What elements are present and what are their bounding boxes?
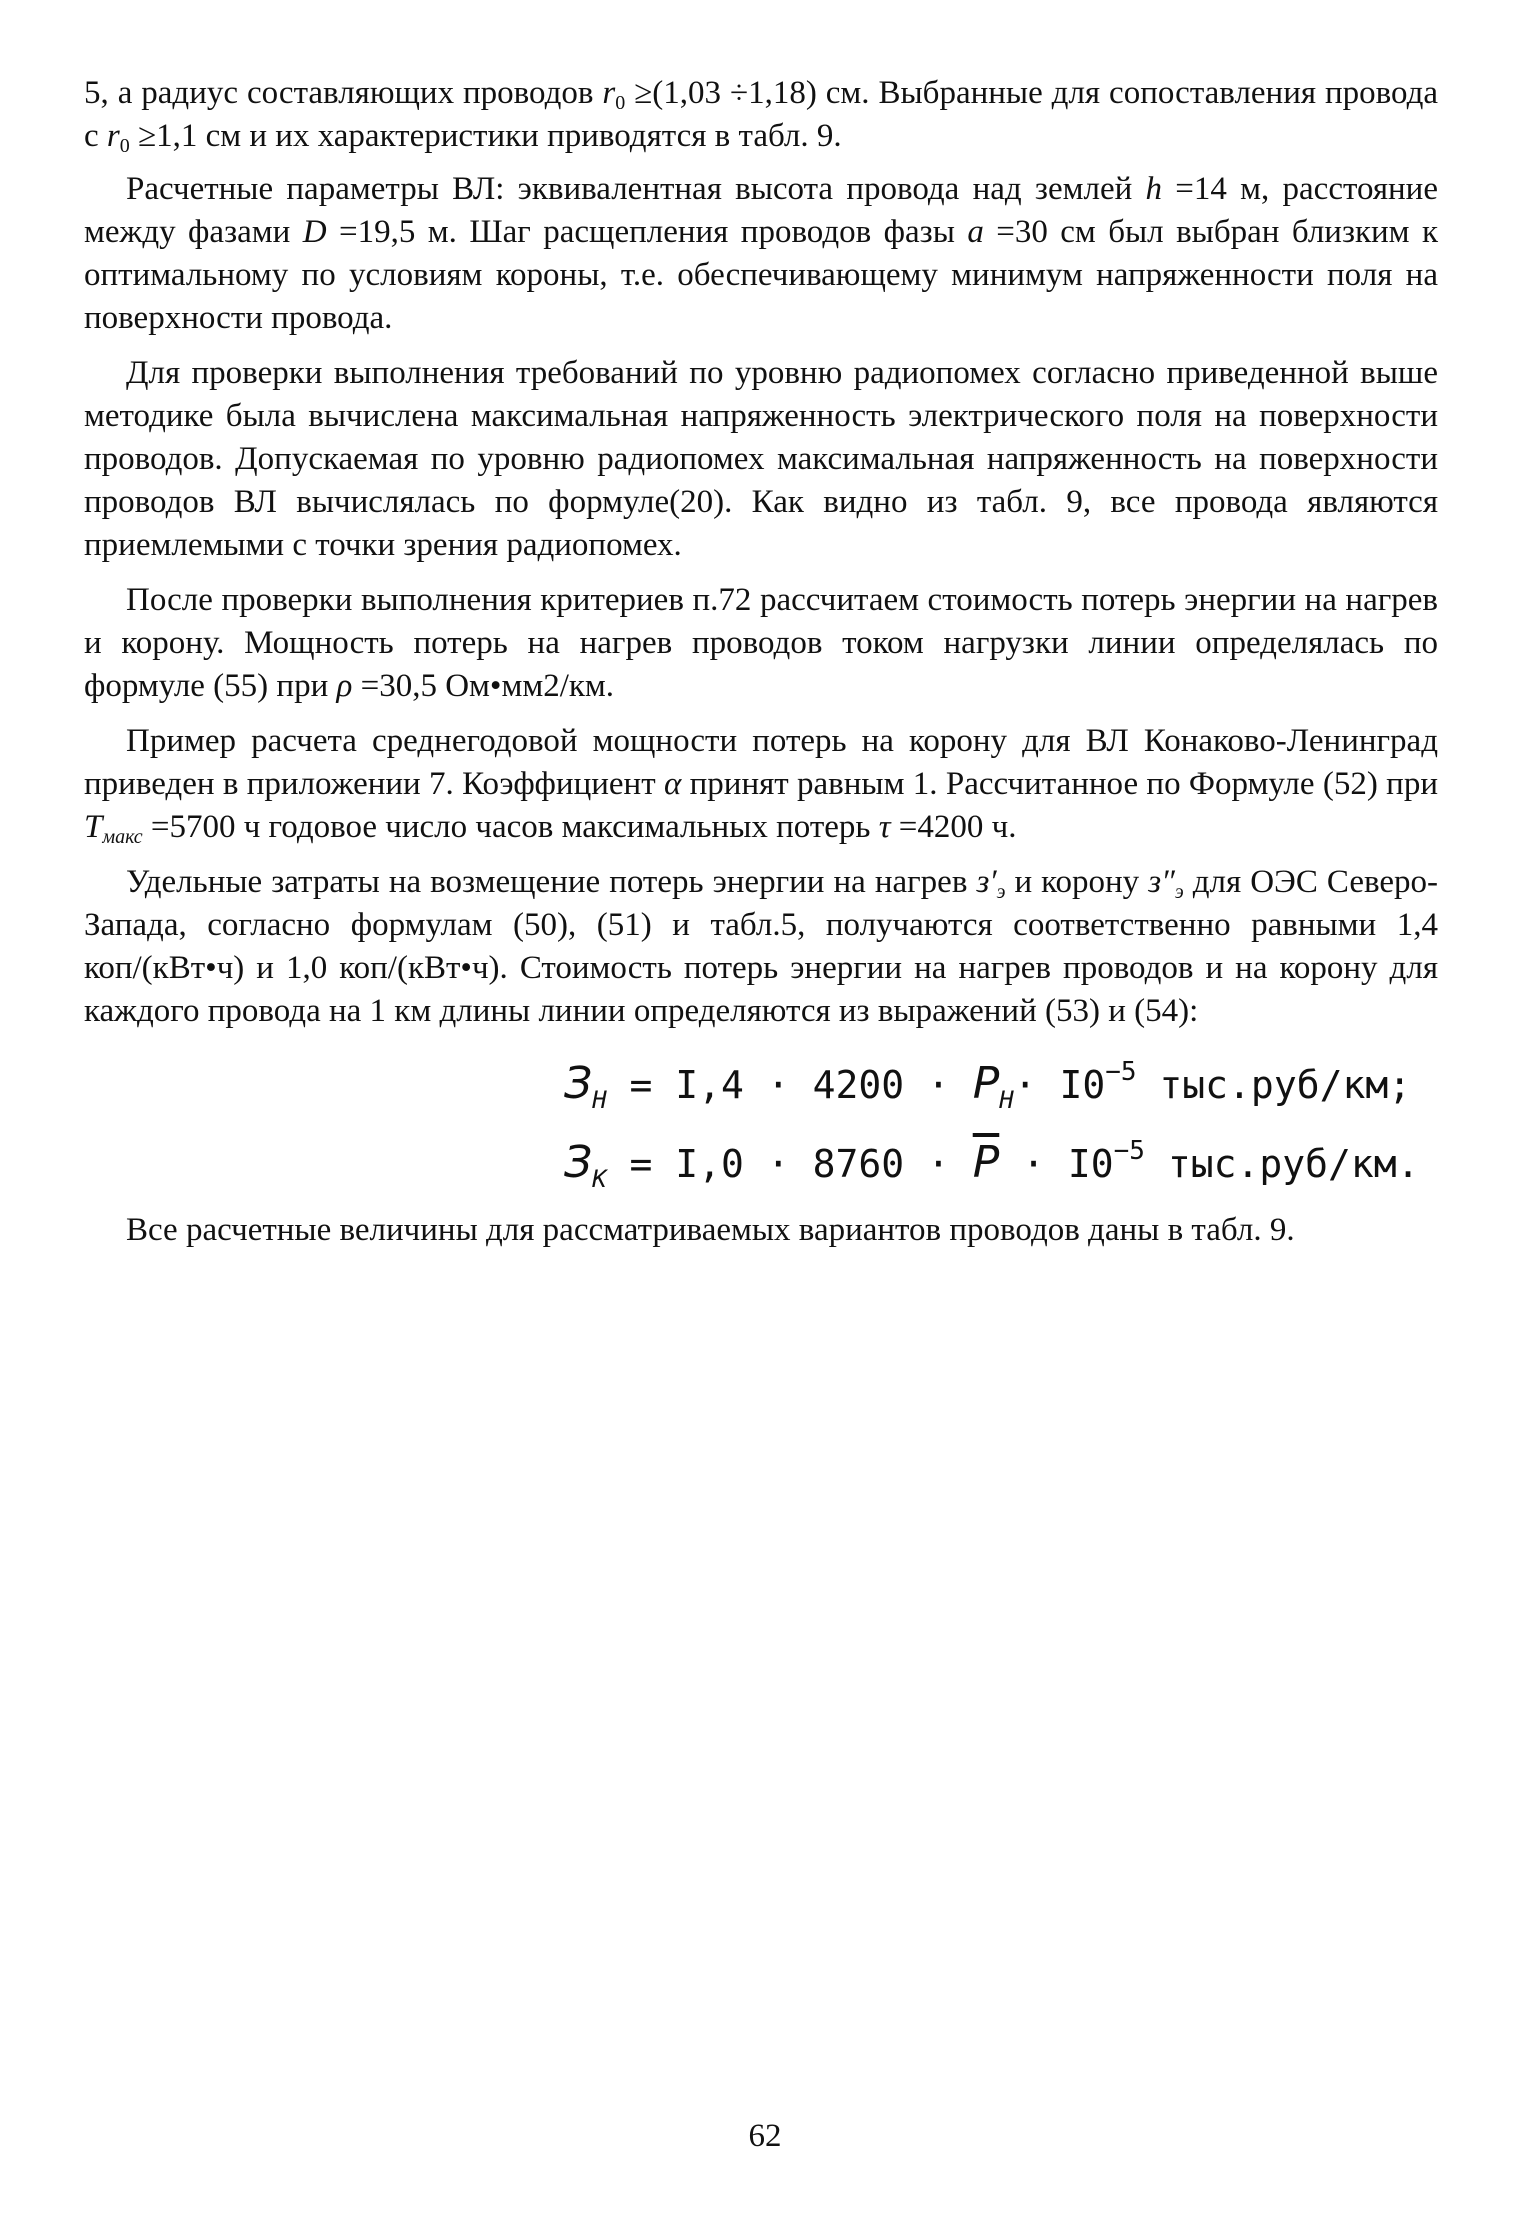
variable-a: a (967, 214, 984, 250)
paragraph-6 (84, 861, 1438, 1033)
text-run: =14 м, расстояние между фазами (84, 171, 1438, 250)
variable-alpha: α (663, 766, 682, 802)
text-run: Удельные затраты на возмещение потерь энергии на нагрев (126, 864, 977, 900)
text-run: =19,5 м. Шаг расщепления проводов фазы (326, 214, 968, 250)
formula-block (84, 1045, 1438, 1203)
variable-t: T (84, 809, 103, 845)
formula-text: · I0 (999, 1142, 1114, 1186)
text-run: =5700 ч годовое число часов максимальных потерь (142, 809, 879, 845)
formula-exponent: −5 (1113, 1136, 1145, 1166)
paragraph-2 (84, 168, 1438, 340)
subscript: 0 (119, 135, 130, 157)
variable-rho: ρ (336, 668, 353, 704)
formula-heating-cost (564, 1045, 1438, 1124)
formula-unit: тыс.руб/км; (1136, 1063, 1412, 1107)
subscript: макс (102, 826, 143, 848)
variable-z-prime: з′ (976, 864, 997, 900)
text-run: ≥(1,03 ÷1,18) см. Выбранные для сопоставления провода с (84, 75, 1439, 154)
text-run: Пример расчета среднегодовой мощности потерь на корону для ВЛ Конаково-Ленинград приведен в приложении 7. Коэффициент (84, 723, 1438, 802)
variable-tau: τ (878, 809, 891, 845)
subscript: э (1174, 881, 1184, 903)
formula-subscript: К (592, 1165, 607, 1193)
formula-subscript: Н (592, 1086, 607, 1114)
text-run: принят равным 1. Рассчитанное по Формуле (52) при (681, 766, 1438, 802)
paragraph-5 (84, 720, 1438, 849)
formula-variable: Р (972, 1137, 1000, 1188)
variable-z-double-prime: з″ (1148, 864, 1175, 900)
text-run: Расчетные параметры ВЛ: эквивалентная высота провода над землей (126, 171, 1146, 207)
formula-text: · I0 (1013, 1063, 1106, 1107)
formula-symbol: З (564, 1058, 593, 1109)
variable-r: r (602, 75, 616, 111)
text-run: =30 см был выбран близким к оптимальному по условиям короны, т.е. обеспечивающему минимум напряженности поля на поверхности провода. (84, 214, 1439, 336)
formula-variable: Р (972, 1058, 1000, 1109)
formula-symbol: З (564, 1137, 593, 1188)
formula-unit: тыс.руб/км. (1144, 1142, 1420, 1186)
paragraph-7: Все расчетные величины для рассматриваемых вариантов проводов даны в табл. 9. (126, 1212, 1295, 1248)
page-number: 62 (748, 2118, 782, 2154)
document-page (84, 72, 1438, 1264)
formula-text: = I,4 · 4200 · (606, 1063, 973, 1107)
text-run: ≥1,1 см и их характеристики приводятся в табл. 9. (129, 118, 842, 154)
paragraph-1 (84, 72, 1438, 158)
variable-d: D (302, 214, 327, 250)
variable-r: r (106, 118, 120, 154)
formula-exponent: −5 (1105, 1057, 1137, 1087)
text-run: для ОЭС Северо-Запада, согласно формулам (50), (51) и табл.5, получаются соответственно равными 1,4 коп/(кВт•ч) и 1,0 коп/(кВт•ч). Стоимость потерь энергии на нагрев проводов и на корону для каждого провода на 1 км длины линии определяются из выражений (53) и (54): (84, 864, 1438, 1029)
subscript: э (996, 881, 1006, 903)
text-run: 5, а радиус составляющих проводов (84, 75, 603, 111)
text-run: =30,5 Ом•мм2/км. (352, 668, 615, 704)
paragraph-3: Для проверки выполнения требований по уровню радиопомех согласно приведенной выше методике была вычислена максимальная напряженность электрического поля на поверхности проводов. Допускаемая по уровню радиопомех максимальная напряженность на поверхности проводов ВЛ вычислялась по формуле(20). Как видно из табл. 9, все провода являются приемлемыми с точки зрения радиопомех. (84, 355, 1438, 563)
paragraph-4 (84, 579, 1438, 708)
variable-h: h (1145, 171, 1163, 207)
subscript: 0 (615, 92, 626, 114)
formula-subscript: Н (999, 1086, 1014, 1114)
formula-corona-cost (564, 1124, 1438, 1203)
text-run: После проверки выполнения критериев п.72 рассчитаем стоимость потерь энергии на нагрев и корону. Мощность потерь на нагрев проводов током нагрузки линии определялась по формуле (55) при (84, 582, 1438, 704)
text-run: и корону (1005, 864, 1149, 900)
text-run: =4200 ч. (890, 809, 1017, 845)
formula-text: = I,0 · 8760 · (606, 1142, 973, 1186)
